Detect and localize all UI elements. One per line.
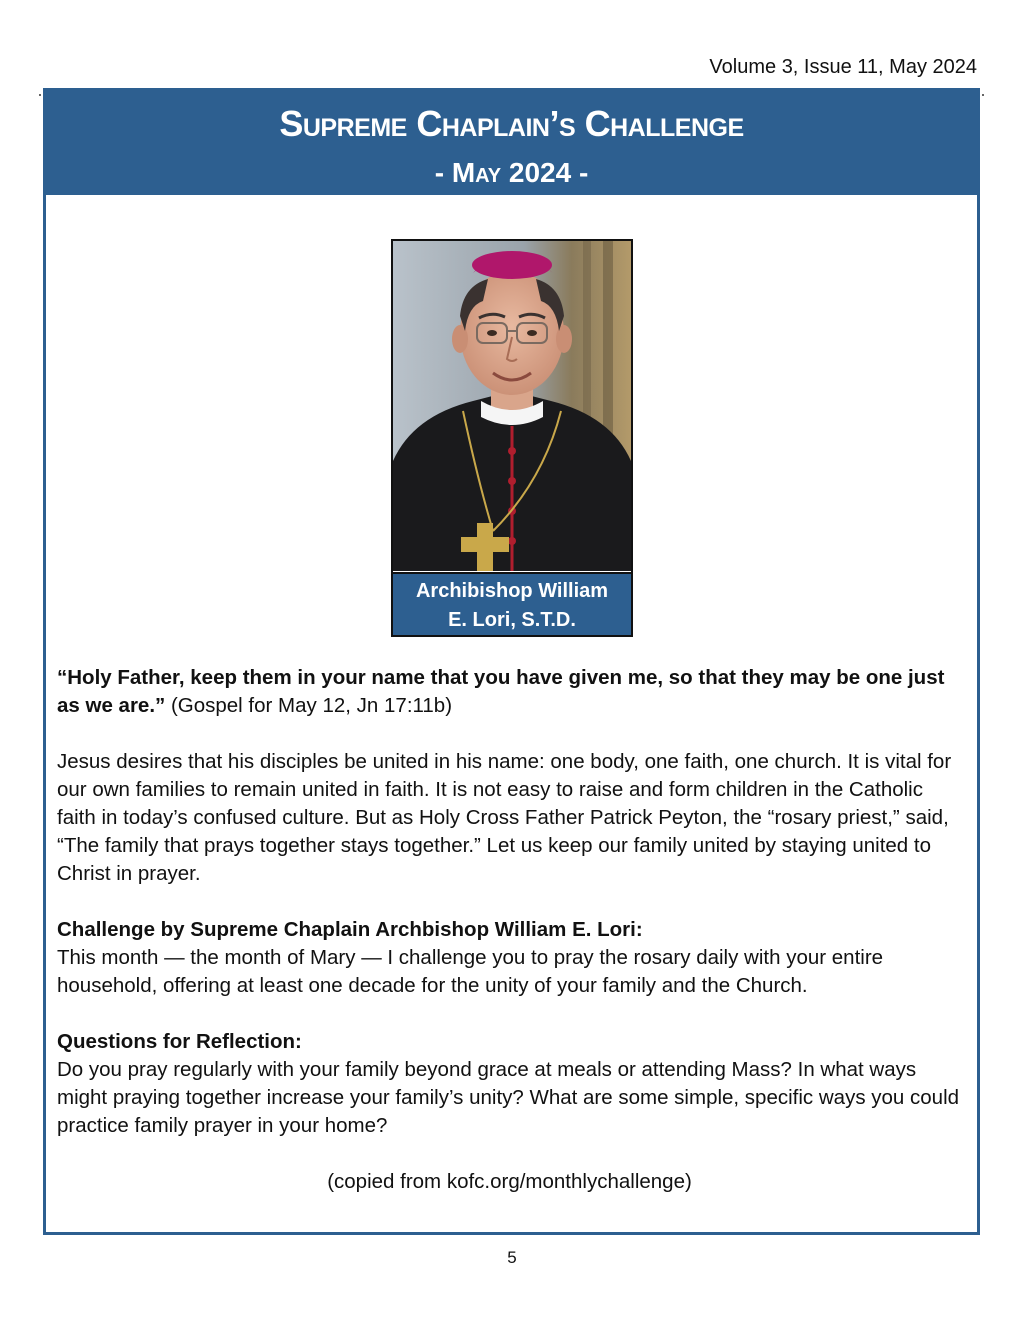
title-banner — [46, 91, 977, 195]
issue-line: Volume 3, Issue 11, May 2024 — [709, 56, 977, 78]
source-note: (copied from kofc.org/monthlychallenge) — [327, 1170, 692, 1193]
scripture-reference: (Gospel for May 12, Jn 17:11b) — [165, 694, 453, 717]
questions-heading: Questions for Reflection: — [57, 1030, 302, 1053]
caption-line: Archibishop William — [415, 580, 609, 602]
page-title: Supreme Chaplain’s Challenge — [279, 103, 744, 144]
questions-section — [57, 1028, 962, 1140]
challenge-frame — [43, 88, 980, 1235]
challenge-text: This month — the month of Mary — I challenge you to pray the rosary daily with your entire household, offering at least one decade for the unity of your family and the Church. — [57, 946, 884, 997]
portrait-caption — [393, 572, 631, 635]
portrait-box — [391, 239, 633, 637]
reflection-paragraph: Jesus desires that his disciples be united in his name: one body, one faith, one church. It is vital for our own families to remain united in faith. It is not easy to raise and form children in the Catholic faith in today’s confused culture. But as Holy Cross Father Patrick Peyton, the “rosary priest,” said, “The family that prays together stays together.” Let us keep our family united by staying united to Christ in prayer. — [57, 750, 952, 885]
scripture-quote: “Holy Father, keep them in your name that you have given me, so that they may be one just as we are.” — [57, 666, 945, 717]
challenge-heading: Challenge by Supreme Chaplain Archbishop William E. Lori: — [57, 918, 643, 941]
article-body — [57, 664, 962, 1224]
scripture-paragraph — [57, 664, 962, 720]
questions-text: Do you pray regularly with your family beyond grace at meals or attending Mass? In what ways might praying together increase your family’s unity? What are some simple, specific ways you could practice family prayer in your home? — [57, 1058, 960, 1137]
margin-mark — [982, 94, 984, 96]
portrait-photo — [393, 241, 631, 571]
challenge-section — [57, 916, 962, 1000]
caption-line: E. Lori, S.T.D. — [448, 609, 576, 631]
page-number: 5 — [507, 1248, 517, 1267]
margin-mark — [39, 94, 41, 96]
page-subtitle: - May 2024 - — [434, 157, 589, 188]
